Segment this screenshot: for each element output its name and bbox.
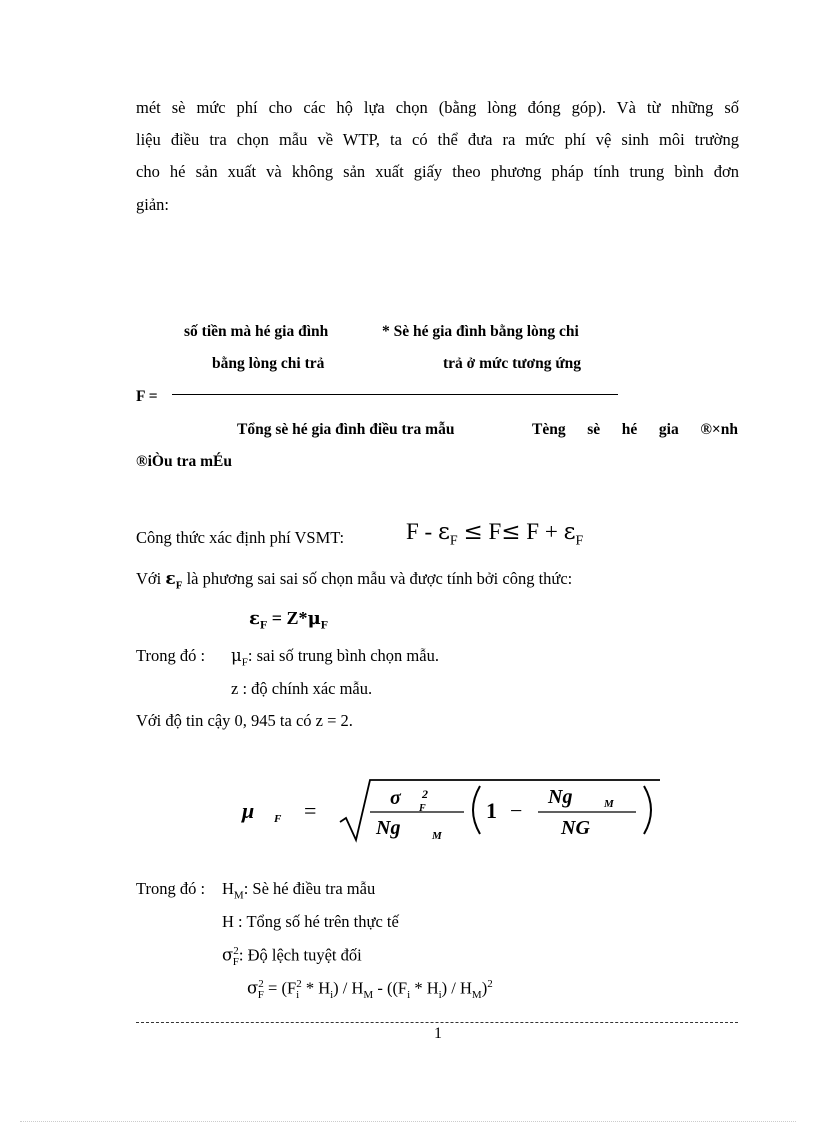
mu-definition: $\mu_F$: sai số trung bình chọn mẫu. [231,646,439,669]
mu-formula [236,772,666,844]
fraction-denominator-extra-2: ®iÒu tra mÉu [136,453,232,470]
fraction-denominator-extra-1: Tèng sè hé gia ®×nh [532,421,738,438]
vsmt-formula-label: Công thức xác định phí VSMT: [136,528,345,547]
intro-line-4: giản: [136,195,169,214]
footer-separator [136,1022,738,1023]
intro-line-2: liệu điều tra chọn mẫu về WTP, ta có thể đưa ra mức phí vệ sinh môi trường [136,130,739,149]
hm-definition: $H_M$: Sè hé điều tra mẫu [222,879,376,902]
fraction-numerator-b1: * Sè hé gia đình bằng lòng chi [382,323,579,340]
ng-subscript: M [432,830,442,842]
mu-symbol: μ [242,798,255,823]
where-label-1: Trong đó : [136,646,206,665]
mu-equals: = [304,798,317,823]
NG-denominator: NG [561,817,590,839]
fraction-numerator-a1: số tiền mà hé gia đình [184,323,329,340]
sigma-formula: $\sigma^2_F = (F_i^2 * H_i) / H_M - ((F_i * H_i) / H_M)^2$ [247,978,493,1001]
h-definition: H : Tổng số hé trên thực tế [222,912,399,931]
one: 1 [486,798,497,823]
page-number: 1 [434,1025,442,1042]
epsilon-definition: Với $\varepsilon_F$ là phương sai sai số chọn mẫu và được tính bởi công thức: [136,569,573,592]
intro-line-3: cho hé sản xuất và không sản xuất giấy theo phương pháp tính trung bình đơn [136,162,739,181]
ng-numerator: Ng [548,786,573,808]
z-definition: z : độ chính xác mẫu. [231,679,373,698]
sigma-sup: 2 [422,787,428,801]
left-paren [473,786,480,834]
fraction-numerator-a2: bằng lòng chi trả [212,355,325,372]
vsmt-formula: $F - \varepsilon_F \le F\le F + \varepsilon_F$ [406,519,584,549]
confidence-statement: Với độ tin cậy 0, 945 ta có z = 2. [136,711,353,730]
epsilon-formula: $\varepsilon_F = Z*\mu_F$ [249,608,329,632]
intro-line-1: mét sè mức phí cho các hộ lựa chọn (bằng lòng đóng góp). Và từ những số [136,98,739,117]
fraction-bar [172,394,618,395]
page-bottom-border [20,1121,796,1122]
sigma-definition: $\sigma^2_F$: Độ lệch tuyệt đối [222,945,362,968]
sigma-sub: F [419,803,426,814]
ng-numerator-subscript: M [604,798,614,810]
ng-denominator: Ng [376,817,401,839]
fraction-numerator-b2: trả ở mức tương ứng [443,355,582,372]
fraction-denominator: Tổng sè hé gia đình điều tra mẫu [237,421,455,438]
minus-sign: − [510,798,523,823]
where-label-2: Trong đó : [136,879,206,898]
right-paren [644,786,651,834]
mu-subscript: F [274,813,282,825]
sigma-symbol: σ [390,787,401,809]
fraction-lhs: F = [136,388,158,405]
